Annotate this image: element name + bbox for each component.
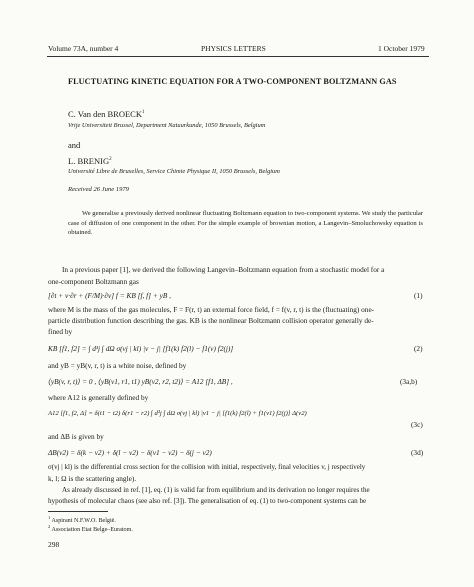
author-2-mark: 2 [109, 157, 112, 163]
footnote-1-mark: 1 [48, 515, 51, 520]
page-number: 298 [48, 540, 60, 549]
para-7-line-2: hypothesis of molecular chaos (see also ref. [3]). The generalisation of eq. (1) to two-component systems can be [48, 497, 367, 505]
author-1-name: C. Van den BROECK [68, 109, 142, 119]
author-1 [68, 109, 145, 119]
para-1-line-2: one-component Boltzmann gas [48, 277, 139, 286]
equation-3c: A12 [f1, f2, Δ] = δ(t1 − t2) δ(r1 − r2) ∫ d³j ∫ dΩ σ(vj | kl) |v1 − j| [f1(k) f2(l) + f1(v1) f2(j)] Δ(v2) [48, 410, 307, 417]
equation-3d-number: (3d) [411, 448, 424, 457]
para-1-line-1: In a previous paper [1], we derived the following Langevin–Boltzmann equation from a stochastic model for a [62, 265, 385, 274]
author-2-affiliation: Université Libre de Bruxelles, Service Chimie Physique II, 1050 Brussels, Belgium [68, 168, 280, 175]
equation-2: KB [f1, f2] = ∫ d³j ∫ dΩ σ(vj | kl) |v − j| [f1(k) f2(l) − f1(v) f2(j)] [48, 344, 234, 353]
footnote-2 [48, 524, 133, 533]
issue-date: 1 October 1979 [378, 44, 425, 53]
header-rule [47, 56, 429, 57]
footnote-rule [48, 511, 108, 512]
equation-3d: ΔB(v2) = δ(k − v2) + δ(l − v2) − δ(v1 − v2) − δ(j − v2) [48, 448, 212, 457]
equation-3ab-number: (3a,b) [400, 377, 418, 386]
equation-3ab: ⟨yB(v, r, t)⟩ = 0 , ⟨yB(v1, r1, t1) yB(v2, r2, t2)⟩ = A12 [f1, ΔB] , [48, 377, 233, 386]
received-date: Received 26 June 1979 [68, 186, 129, 193]
footnote-2-mark: 2 [48, 524, 51, 529]
para-2-line-3: fined by [48, 327, 73, 336]
article-title: FLUCTUATING KINETIC EQUATION FOR A TWO-COMPONENT BOLTZMANN GAS [68, 77, 397, 86]
equation-1: [∂t + v·∂r + (F/M)·∂v] f = KB [f, f] + yB , [48, 291, 171, 300]
equation-1-number: (1) [414, 291, 423, 300]
footnote-1 [48, 515, 116, 524]
author-1-affiliation: Vrije Universiteit Brussel, Department Natuurkunde, 1050 Brussels, Belgium [68, 122, 266, 129]
para-5: and ΔB is given by [48, 432, 104, 441]
footnote-2-text: Association Etat Belge–Euratom. [51, 527, 133, 534]
journal-name: PHYSICS LETTERS [201, 44, 266, 53]
para-7-line-1: As already discussed in ref. [1], eq. (1) is valid far from equilibrium and its derivation no longer requires the [62, 486, 370, 494]
author-2-name: L. BRENIG [68, 156, 110, 166]
equation-3c-number: (3c) [411, 420, 423, 429]
abstract: We generalise a previously derived nonlinear fluctuating Boltzmann equation to two-component systems. We study the particular case of diffusion of one component in the other. For the simple example of brownian motion, a Langevin–Smoluchowsky equation is obtained. [68, 210, 423, 237]
footnote-1-text: Aspirant N.F.W.O. België. [51, 518, 116, 525]
equation-2-number: (2) [414, 344, 423, 353]
and-word: and [68, 140, 81, 150]
para-2-line-1: where M is the mass of the gas molecules, F = F(r, t) an external force field, f = f(v, r, t) is the (fluctuating) one- [48, 305, 375, 314]
para-6-line-2: k, l; Ω is the scattering angle). [48, 474, 137, 483]
author-1-mark: 1 [142, 110, 145, 116]
para-4: where A12 is generally defined by [48, 393, 149, 402]
para-6-line-1: σ(vj | kl) is the differential cross section for the collision with initial, respectively, final velocities v, j respectively [48, 463, 366, 471]
author-2 [68, 156, 112, 166]
journal-volume: Volume 73A, number 4 [48, 44, 119, 53]
para-3: and yB = yB(v, r, t) is a white noise, defined by [48, 361, 187, 370]
para-2-line-2: particle distribution function describing the gas. KB is the nonlinear Boltzmann collision operator generally de- [48, 316, 374, 325]
